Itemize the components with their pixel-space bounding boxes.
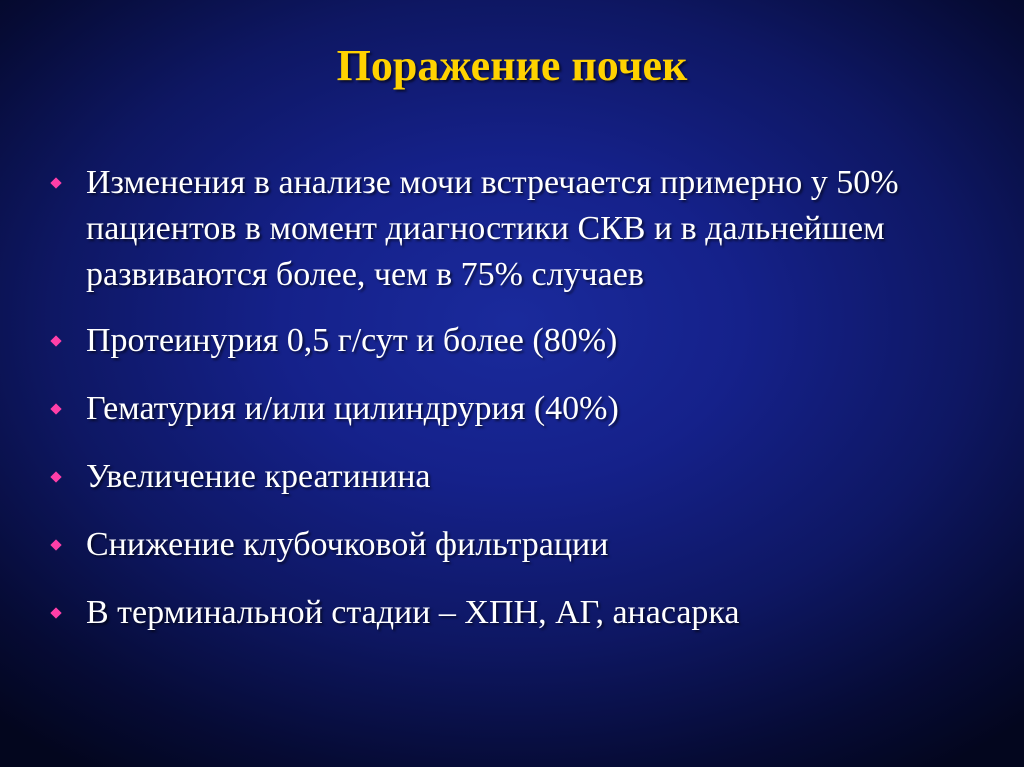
bullet-text: Увеличение креатинина [86,458,431,495]
bullet-item [48,590,978,636]
bullet-item [48,522,978,568]
diamond-bullet-icon [50,471,61,482]
bullet-item [48,318,978,364]
bullet-list [48,160,978,658]
slide-title: Поражение почек [336,41,688,90]
bullet-text: Изменения в анализе мочи встречается примерно у 50% пациентов в момент диагностики СКВ и в дальнейшем развиваются более, чем в 75% случаев [86,164,899,293]
bullet-text: Протеинурия 0,5 г/сут и более (80%) [86,322,618,359]
bullet-item [48,454,978,500]
bullet-item [48,386,978,432]
bullet-text: Гематурия и/или цилиндрурия (40%) [86,390,619,427]
diamond-bullet-icon [50,539,61,550]
bullet-text: В терминальной стадии – ХПН, АГ, анасарка [86,594,740,631]
diamond-bullet-icon [50,403,61,414]
bullet-item [48,160,978,298]
diamond-bullet-icon [50,177,61,188]
diamond-bullet-icon [50,607,61,618]
diamond-bullet-icon [50,335,61,346]
bullet-text: Снижение клубочковой фильтрации [86,526,609,563]
